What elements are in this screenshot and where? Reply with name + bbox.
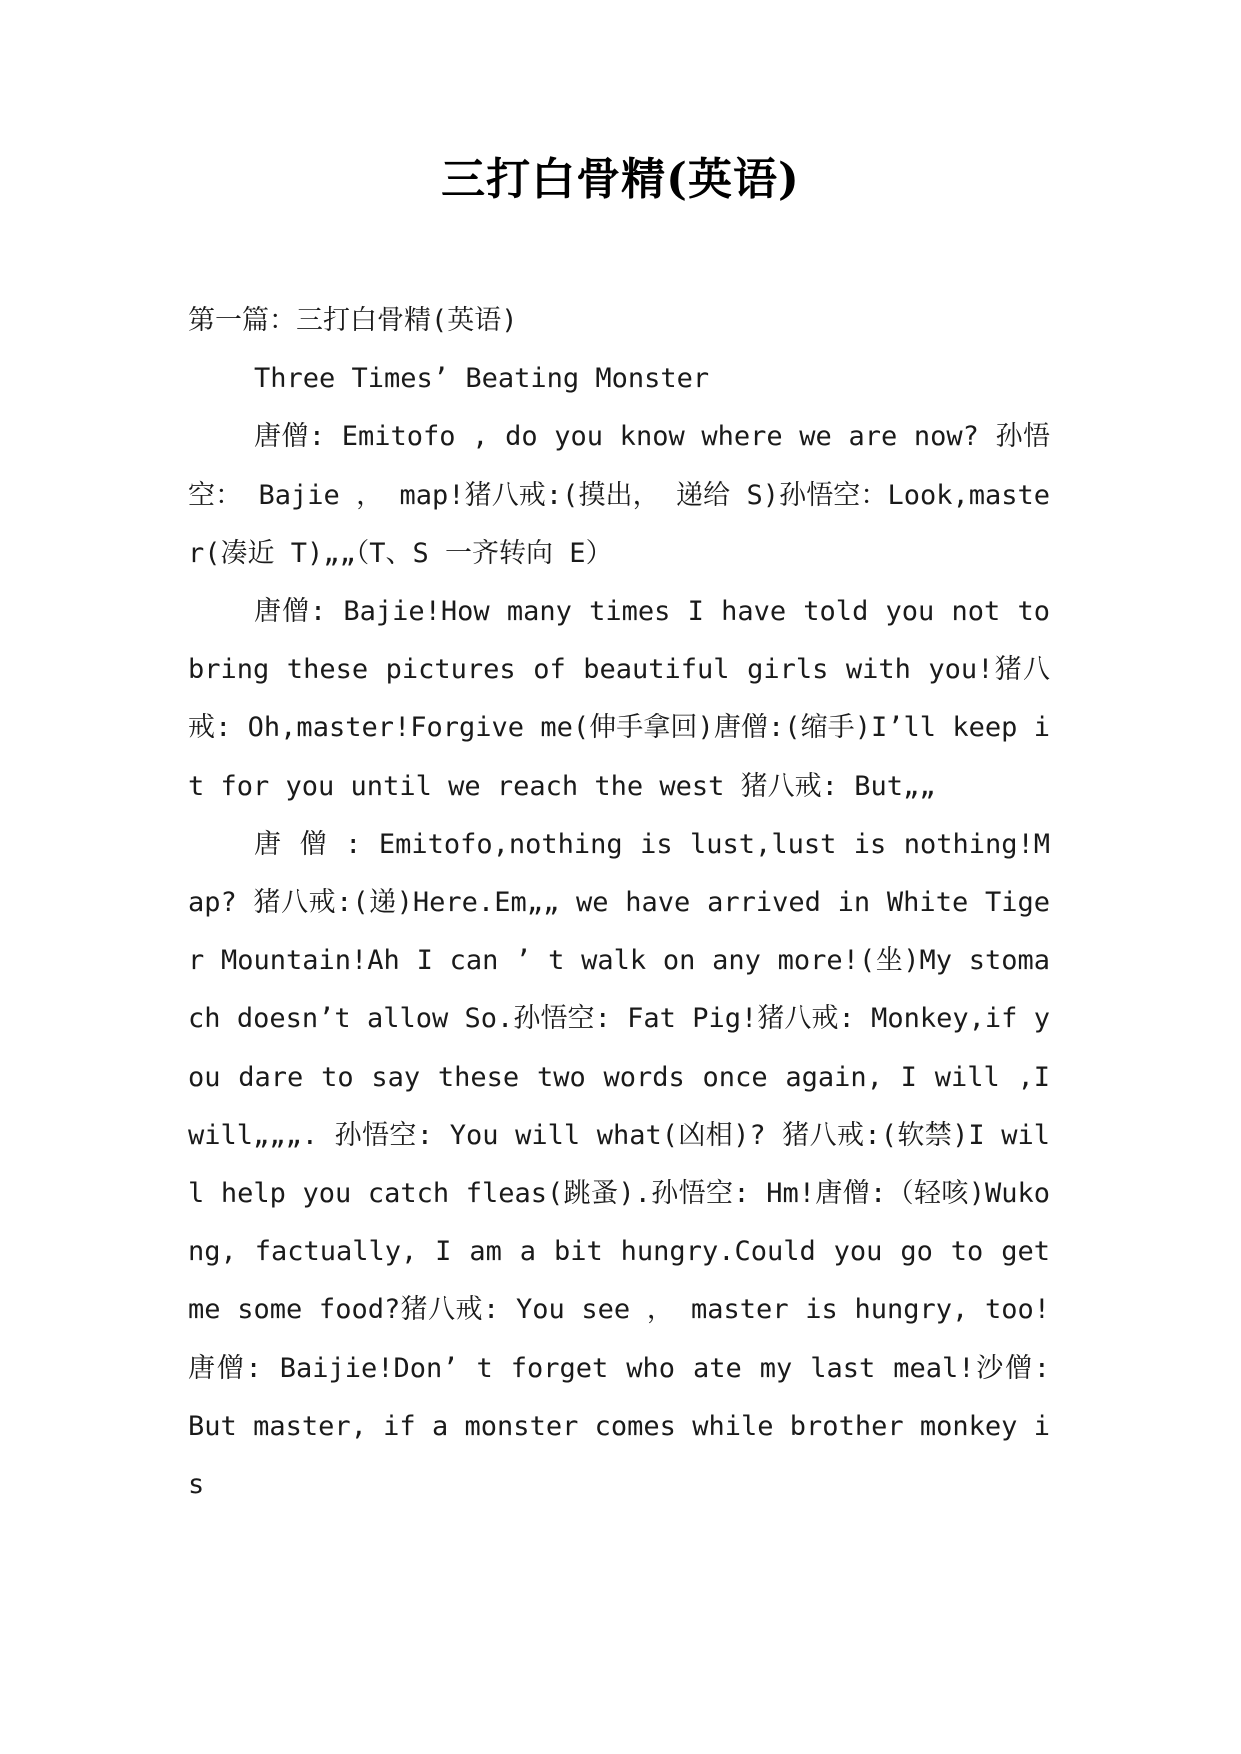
- body-paragraph: 唐僧: Emitofo , do you know where we are now? 孙悟空： Bajie ， map!猪八戒:(摸出， 递给 S)孙悟空：Look,master(凑近 T)„„（T、S 一齐转向 E）: [188, 421, 1050, 569]
- section-subtitle: Three Times’ Beating Monster: [254, 363, 710, 395]
- section-heading: 第一篇：三打白骨精(英语): [188, 305, 518, 336]
- body-paragraph: 唐 僧 : Emitofo,nothing is lust,lust is nothing!Map? 猪八戒:(递)Here.Em„„ we have arrived in White Tiger Mountain!Ah I can ’ t walk on any more!(坐)My stomach doesn’t allow So.孙悟空: Fat Pig!猪八戒: Monkey,if you dare to say these two words once again, I will ,I will„„„. 孙悟空: You will what(凶相)? 猪八戒:(软禁)I will help you catch fleas(跳蚤).孙悟空: Hm!唐僧:（轻咳)Wukong, factually, I am a bit hungry.Could you go to get me some food?猪八戒: You see ， master is hungry, too!唐僧: Baijie!Don’ t forget who ate my last meal!沙僧: But master, if a monster comes while brother monkey is: [188, 828, 1050, 1501]
- document-body: [188, 292, 1050, 1514]
- document-title: 三打白骨精(英语): [441, 154, 800, 205]
- body-paragraph: 唐僧: Bajie!How many times I have told you not to bring these pictures of beautiful girls with you!猪八戒: Oh,master!Forgive me(伸手拿回)唐僧:(缩手)I’ll keep it for you until we reach the west 猪八戒: But„„: [188, 596, 1050, 802]
